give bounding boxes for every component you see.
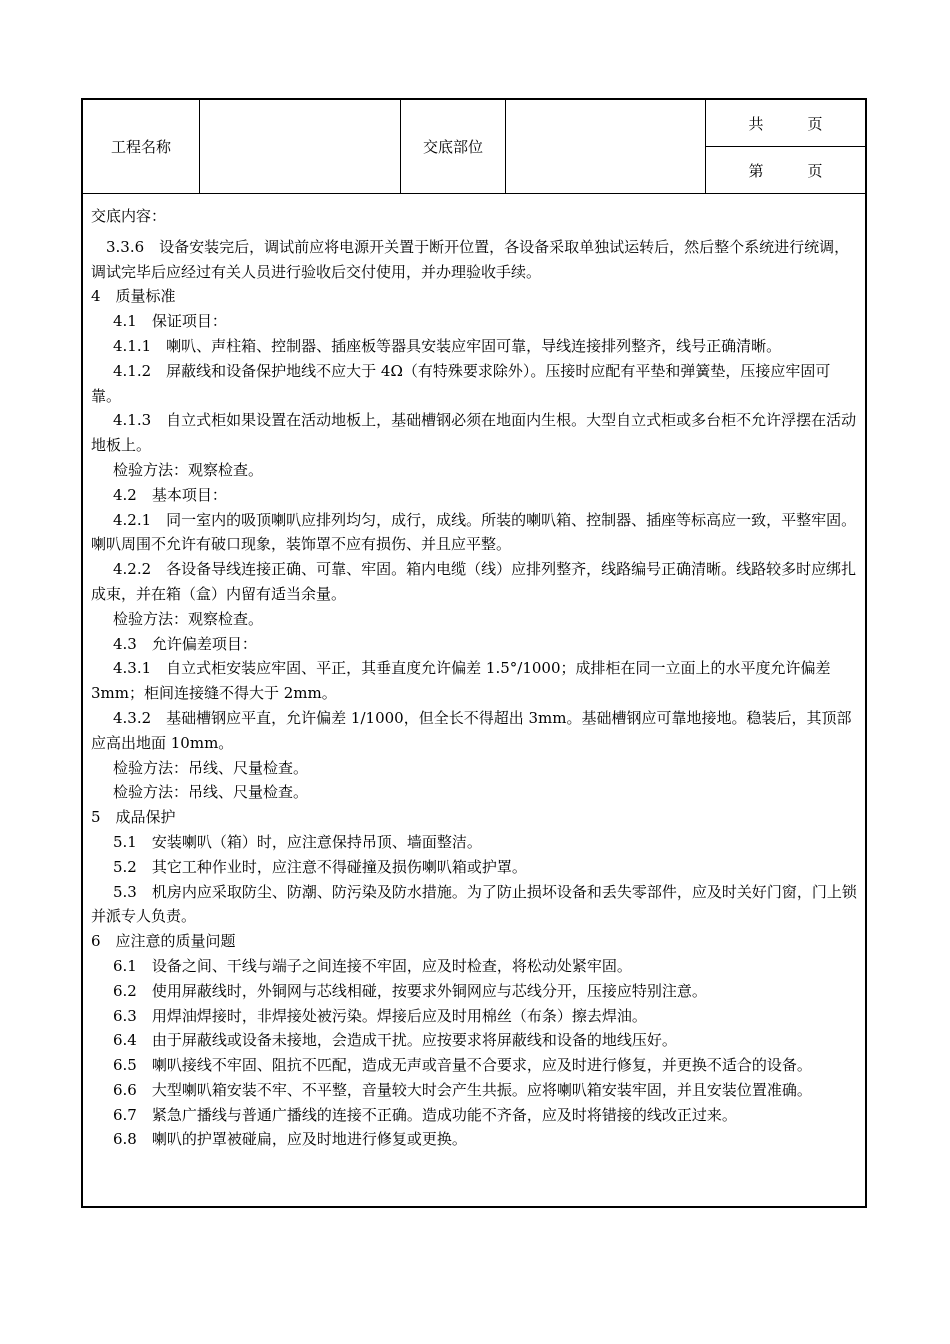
content-paragraph: 检验方法：观察检查。 <box>113 609 264 628</box>
location-label: 交底部位 <box>401 100 506 193</box>
content-paragraph: 4.3 允许偏差项目： <box>113 634 257 653</box>
content-paragraph: 5.1 安装喇叭（箱）时，应注意保持吊顶、墙面整洁。 <box>113 832 482 851</box>
content-paragraph: 4.2.1 同一室内的吸顶喇叭应排列均匀，成行，成线。所装的喇叭箱、控制器、插座等标高应一致，平整牢固。喇叭周围不允许有破口现象，装饰罩不应有损伤、并且应平整。 <box>91 510 857 554</box>
content-paragraph: 6.6 大型喇叭箱安装不牢、不平整，音量较大时会产生共振。应将喇叭箱安装牢固，并且安装位置准确。 <box>113 1080 812 1099</box>
content-paragraph: 4.1.2 屏蔽线和设备保护地线不应大于 4Ω（有特殊要求除外）。压接时应配有平垫和弹簧垫，压接应牢固可靠。 <box>91 361 831 405</box>
content-paragraph: 6.3 用焊油焊接时，非焊接处被污染。焊接后应及时用棉丝（布条）擦去焊油。 <box>113 1006 647 1025</box>
content-paragraph: 4.1 保证项目： <box>113 312 227 331</box>
content-paragraph: 4.1.3 自立式柜如果设置在活动地板上，基础槽钢必须在地面内生根。大型自立式柜或多台柜不允许浮摆在活动地板上。 <box>91 411 857 455</box>
content-paragraph: 6.7 紧急广播线与普通广播线的连接不正确。造成功能不齐备，应及时将错接的线改正过来。 <box>113 1105 737 1124</box>
content-paragraph: 4.1.1 喇叭、声柱箱、控制器、插座板等器具安装应牢固可靠，导线连接排列整齐，线号正确清晰。 <box>113 336 782 355</box>
page-number <box>706 147 865 193</box>
form-header <box>83 100 865 194</box>
content-paragraph: 6.1 设备之间、干线与端子之间连接不牢固，应及时检查，将松动处紧牢固。 <box>113 956 632 975</box>
page-number-label: 第 <box>748 161 764 180</box>
section-heading: 6 应注意的质量问题 <box>91 932 236 951</box>
page-info <box>706 100 865 193</box>
content-paragraph: 6.4 由于屏蔽线或设备未接地，会造成干扰。应按要求将屏蔽线和设备的地线压好。 <box>113 1031 677 1050</box>
content-label: 交底内容： <box>91 207 167 225</box>
total-pages <box>706 100 865 147</box>
total-pages-unit: 页 <box>807 114 823 133</box>
disclosure-form <box>81 98 867 1208</box>
content-paragraph: 5.2 其它工种作业时，应注意不得碰撞及损伤喇叭箱或护罩。 <box>113 857 527 876</box>
content-paragraph: 4.3.2 基础槽钢应平直，允许偏差 1/1000，但全长不得超出 3mm。基础槽钢应可靠地接地。稳装后，其顶部应高出地面 10mm。 <box>91 708 852 752</box>
section-heading: 4 质量标准 <box>91 287 176 306</box>
content-paragraph: 5.3 机房内应采取防尘、防潮、防污染及防水措施。为了防止损坏设备和丢失零部件，应及时关好门窗，门上锁并派专人负责。 <box>91 882 857 926</box>
content-paragraph: 4.2 基本项目： <box>113 485 227 504</box>
page-number-unit: 页 <box>807 161 823 180</box>
disclosure-content <box>91 204 857 1152</box>
project-name-label: 工程名称 <box>83 100 200 193</box>
content-paragraph: 4.3.1 自立式柜安装应牢固、平正，其垂直度允许偏差 1.5°/1000；成排柜在同一立面上的水平度允许偏差 3mm；柜间连接缝不得大于 2mm。 <box>91 659 831 703</box>
content-paragraph: 6.5 喇叭接线不牢固、阻抗不匹配，造成无声或音量不合要求，应及时进行修复，并更换不适合的设备。 <box>113 1056 812 1075</box>
content-paragraph: 3.3.6 设备安装完后，调试前应将电源开关置于断开位置，各设备采取单独试运转后，然后整个系统进行统调，调试完毕后应经过有关人员进行验收后交付使用，并办理验收手续。 <box>91 237 850 281</box>
content-paragraph: 检验方法：吊线、尺量检查。 <box>113 758 309 777</box>
section-heading: 5 成品保护 <box>91 808 176 827</box>
content-paragraph: 6.8 喇叭的护罩被碰扁，应及时地进行修复或更换。 <box>113 1130 467 1149</box>
content-paragraph: 4.2.2 各设备导线连接正确、可靠、牢固。箱内电缆（线）应排列整齐，线路编号正确清晰。线路较多时应绑扎成束，并在箱（盒）内留有适当余量。 <box>91 560 857 603</box>
content-paragraph: 检验方法：观察检查。 <box>113 460 264 479</box>
content-paragraph: 检验方法：吊线、尺量检查。 <box>113 783 309 802</box>
total-pages-label: 共 <box>748 114 764 133</box>
project-name-value <box>200 100 401 193</box>
location-value <box>506 100 706 193</box>
content-paragraph: 6.2 使用屏蔽线时，外铜网与芯线相碰，按要求外铜网应与芯线分开，压接应特别注意。 <box>113 981 707 1000</box>
